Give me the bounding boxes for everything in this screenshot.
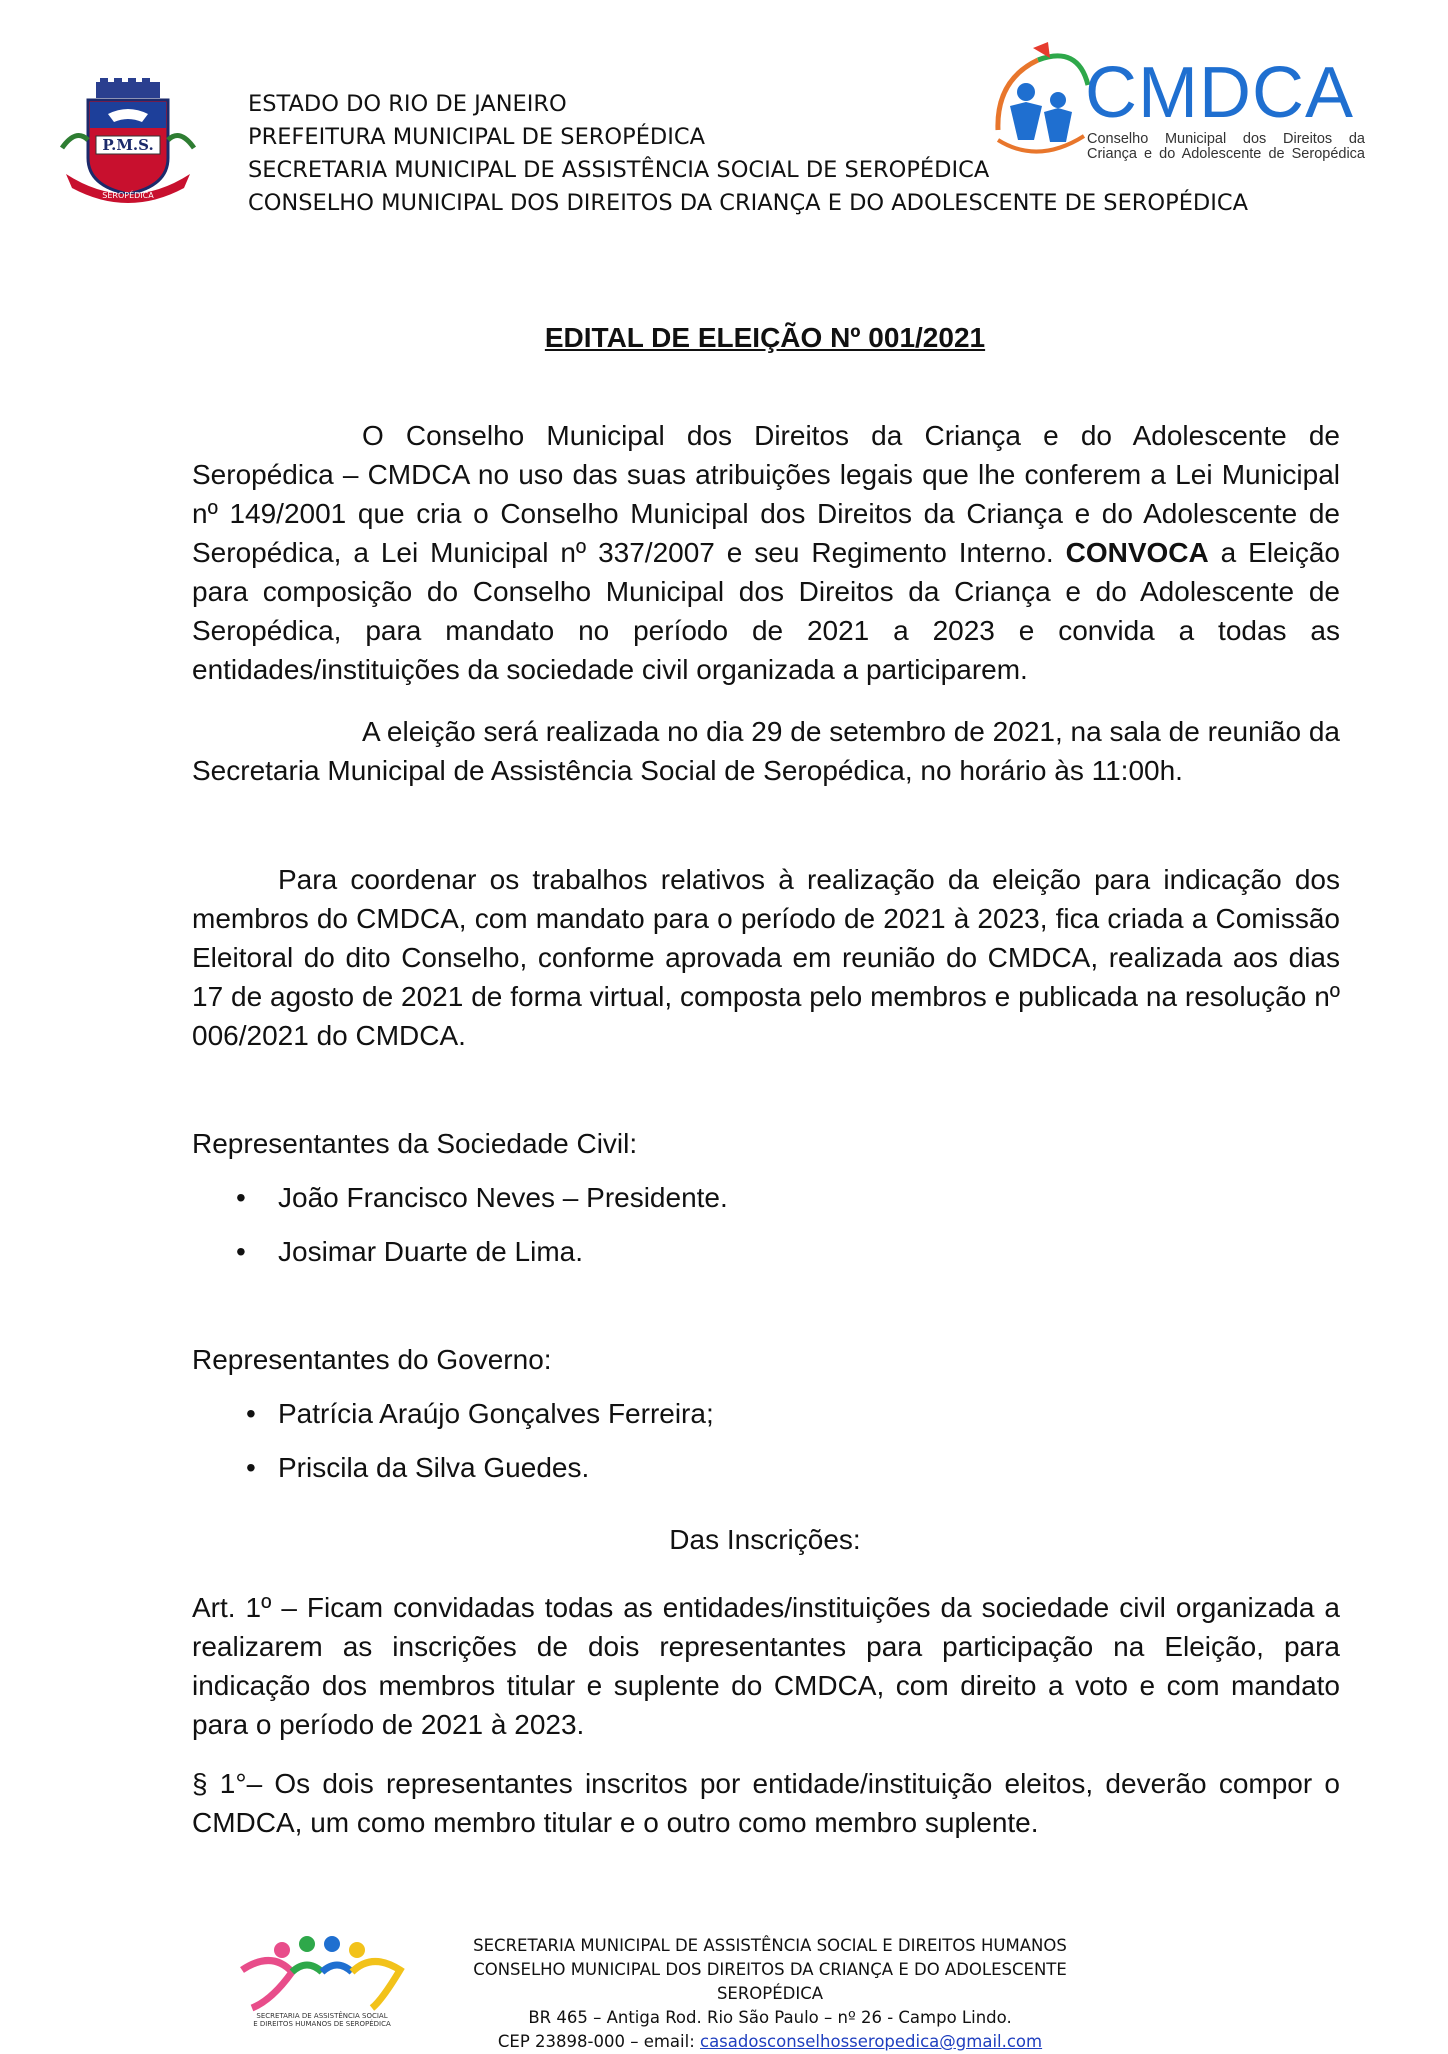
prefeitura-crest-logo [58,78,198,204]
cmdca-subtitle: Conselho Municipal dos Direitos da Criança e do Adolescente de Seropédica [1087,131,1365,162]
email-link[interactable]: casadosconselhosseropedica@gmail.com [700,2032,1043,2051]
paragraph-3: Para coordenar os trabalhos relativos à realização da eleição para indicação dos membros do CMDCA, com mandato para o período de 2021 à 2023, fica criada a Comissão Eleitoral do dito Conselho, conforme aprovada em reunião do CMDCA, realizada aos dias 17 de agosto de 2021 de forma virtual, composta pelo membros e publicada na resolução nº 006/2021 do CMDCA. [192,864,1340,1051]
paragraph-1: O Conselho Municipal dos Direitos da Criança e do Adolescente de Seropédica – CMDCA no uso das suas atribuições legais que lhe conferem a Lei Municipal nº 149/2001 que cria o Conselho Municipal dos Direitos da Criança e do Adolescente de Seropédica, a Lei Municipal nº 337/2007 e seu Regimento Interno. CONVOCA a Eleição para composição do Conselho Municipal dos Direitos da Criança e do Adolescente de Seropédica, para mandato no período de 2021 a 2023 e convida a todas as entidades/instituições da sociedade civil organizada a participarem. [192,420,1340,685]
cmdca-wordmark: CMDCA [1085,53,1354,133]
header-line: ESTADO DO RIO DE JANEIRO [248,91,567,117]
footer-line: SECRETARIA MUNICIPAL DE ASSISTÊNCIA SOCIAL E DIREITOS HUMANOS [473,1936,1067,1955]
document-title: EDITAL DE ELEIÇÃO Nº 001/2021 [544,322,986,353]
paragraph-2: A eleição será realizada no dia 29 de setembro de 2021, na sala de reunião da Secretaria Municipal de Assistência Social de Seropédica, no horário às 11:00h. [192,716,1340,786]
secretaria-footer-logo [232,1930,412,2030]
header-line: CONSELHO MUNICIPAL DOS DIREITOS DA CRIANÇA E DO ADOLESCENTE DE SEROPÉDICA [248,190,1248,216]
footer-line: CONSELHO MUNICIPAL DOS DIREITOS DA CRIANÇA E DO ADOLESCENTE SEROPÉDICA [473,1960,1067,2003]
svg-text:P.M.S.: P.M.S. [102,136,154,154]
footer-line: BR 465 – Antiga Rod. Rio São Paulo – nº 26 - Campo Lindo. [528,2008,1012,2027]
convoca-bold: CONVOCA [1065,537,1209,568]
svg-text:SEROPÉDICA: SEROPÉDICA [102,191,154,200]
section-heading: Das Inscrições: [669,1524,861,1555]
civil-label: Representantes da Sociedade Civil: [192,1128,638,1159]
svg-text:SECRETARIA DE ASSISTÊNCIA SOCI: SECRETARIA DE ASSISTÊNCIA SOCIAL [256,2012,388,2020]
paragraph-section-1: § 1°– Os dois representantes inscritos por entidade/instituição eleitos, deverão compor o CMDCA, um como membro titular e o outro como membro suplente. [192,1768,1340,1838]
svg-text:E DIREITOS HUMANOS DE SEROPÉDI: E DIREITOS HUMANOS DE SEROPÉDICA [253,2020,391,2028]
header-line: PREFEITURA MUNICIPAL DE SEROPÉDICA [248,124,705,150]
footer-line: CEP 23898-000 – email: casadosconselhosseropedica@gmail.com [497,2032,1043,2051]
article-1: Art. 1º – Ficam convidadas todas as entidades/instituições da sociedade civil organizada a realizarem as inscrições de dois representantes para participação na Eleição, para indicação dos membros titular e suplente do CMDCA, com direito a voto e com mandato para o período de 2021 à 2023. [192,1592,1340,1740]
government-label: Representantes do Governo: [192,1344,552,1375]
header-line: SECRETARIA MUNICIPAL DE ASSISTÊNCIA SOCIAL DE SEROPÉDICA [248,157,990,183]
footer-text-block [420,1934,1120,2054]
